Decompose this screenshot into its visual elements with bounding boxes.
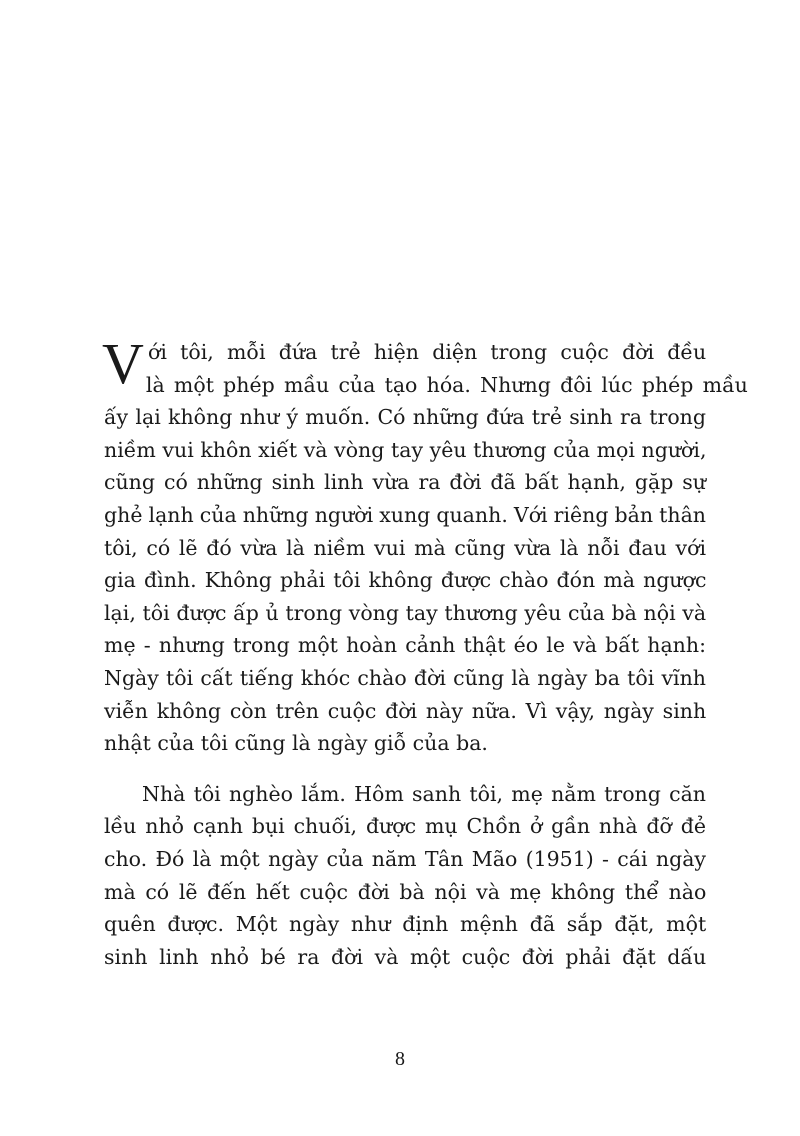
text-line: mà có lẽ đến hết cuộc đời bà nội và mẹ không thể nào [104, 879, 707, 904]
text-line: quên được. Một ngày như định mệnh đã sắp đặt, một [104, 912, 707, 937]
body-text [102, 331, 748, 973]
text-line: Ngày tôi cất tiếng khóc chào đời cũng là ngày ba tôi vĩnh [104, 665, 706, 690]
text-line: ới tôi, mỗi đứa trẻ hiện diện trong cuộc đời đều [148, 340, 707, 364]
text-line: nhật của tôi cũng là ngày giỗ của ba. [104, 731, 488, 756]
page-number: 8 [395, 1048, 405, 1070]
text-line: gia đình. Không phải tôi không được chào đón mà ngược [104, 568, 707, 593]
text-line: niềm vui khôn xiết và vòng tay yêu thương của mọi người, [104, 437, 707, 462]
text-line: ghẻ lạnh của những người xung quanh. Với riêng bản thân [104, 502, 706, 527]
text-line: cũng có những sinh linh vừa ra đời đã bất hạnh, gặp sự [104, 470, 706, 495]
text-line: lều nhỏ cạnh bụi chuối, được mụ Chồn ở gần nhà đỡ đẻ [104, 814, 706, 839]
text-line: là một phép mầu của tạo hóa. Nhưng đôi lúc phép mầu [145, 372, 748, 397]
text-line: lại, tôi được ấp ủ trong vòng tay thương yêu của bà nội và [104, 600, 707, 625]
text-line: Nhà tôi nghèo lắm. Hôm sanh tôi, mẹ nằm trong căn [142, 781, 706, 806]
paragraph-2 [104, 778, 706, 974]
text-line: ấy lại không như ý muốn. Có những đứa trẻ sinh ra trong [104, 405, 706, 430]
text-line: cho. Đó là một ngày của năm Tân Mão (1951) - cái ngày [104, 846, 706, 871]
text-line: viễn không còn trên cuộc đời này nữa. Vì vậy, ngày sinh [104, 698, 707, 723]
drop-cap: V [102, 331, 144, 396]
text-line: tôi, có lẽ đó vừa là niềm vui mà cũng vừa là nỗi đau với [104, 535, 706, 560]
text-line: sinh linh nhỏ bé ra đời và một cuộc đời phải đặt dấu [104, 944, 707, 969]
paragraph-1 [102, 331, 748, 760]
text-line: mẹ - nhưng trong một hoàn cảnh thật éo le và bất hạnh: [104, 633, 706, 658]
